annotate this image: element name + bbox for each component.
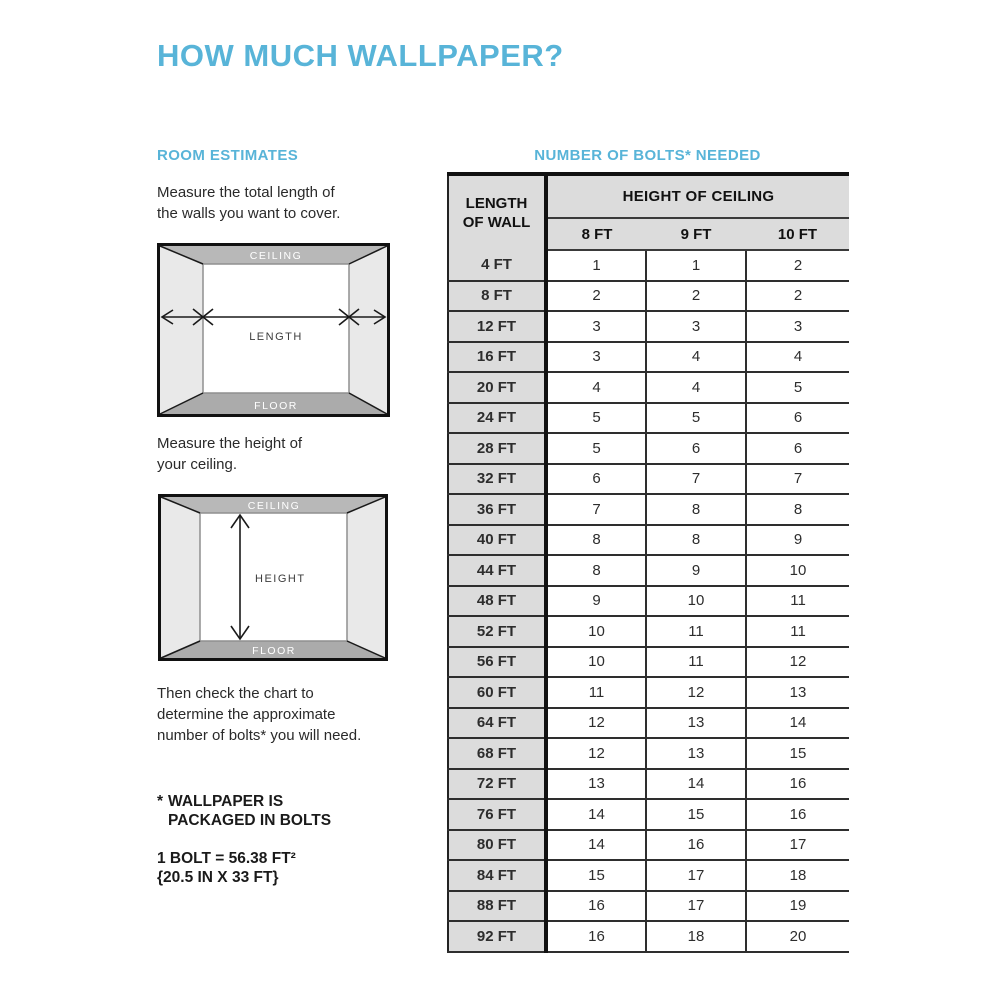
table-row — [448, 464, 849, 495]
bolt-count-cell: 17 — [646, 891, 746, 922]
table-row — [448, 433, 849, 464]
table-row — [448, 494, 849, 525]
bolt-count-cell: 12 — [646, 677, 746, 708]
bolt-count-cell: 9 — [546, 586, 646, 617]
table-row — [448, 342, 849, 373]
room-estimates-heading: ROOM ESTIMATES — [157, 147, 299, 164]
height-of-ceiling-header: HEIGHT OF CEILING — [546, 174, 849, 218]
bolt-count-cell: 12 — [746, 647, 849, 678]
bolts-needed-heading: NUMBER OF BOLTS* NEEDED — [534, 147, 761, 164]
bolt-count-cell: 11 — [746, 586, 849, 617]
text-line: the walls you want to cover. — [157, 205, 341, 222]
bolt-count-cell: 16 — [546, 921, 646, 952]
bolt-count-cell: 6 — [546, 464, 646, 495]
wall-length-cell: 32 FT — [448, 464, 546, 495]
bolt-count-cell: 14 — [546, 830, 646, 861]
bolt-count-cell: 5 — [746, 372, 849, 403]
table-row — [448, 555, 849, 586]
bolt-count-cell: 15 — [546, 860, 646, 891]
bolt-count-cell: 14 — [646, 769, 746, 800]
text-line: Measure the total length of — [157, 184, 335, 201]
wall-length-cell: 92 FT — [448, 921, 546, 952]
bolt-count-cell: 3 — [746, 311, 849, 342]
bolt-count-cell: 16 — [746, 769, 849, 800]
table-row — [448, 311, 849, 342]
text-line: number of bolts* you will need. — [157, 727, 362, 744]
bolt-count-cell: 11 — [546, 677, 646, 708]
wall-length-cell: 12 FT — [448, 311, 546, 342]
bolt-count-cell: 13 — [746, 677, 849, 708]
bolt-count-cell: 11 — [646, 647, 746, 678]
left-wall — [161, 497, 200, 658]
bolt-count-cell: 8 — [546, 555, 646, 586]
wall-length-cell: 80 FT — [448, 830, 546, 861]
bolt-count-cell: 14 — [746, 708, 849, 739]
floor-label: FLOOR — [254, 400, 298, 412]
table-row — [448, 860, 849, 891]
bolt-count-cell: 2 — [746, 281, 849, 312]
table-row — [448, 250, 849, 281]
table-row — [448, 891, 849, 922]
table-row — [448, 769, 849, 800]
height-diagram — [158, 494, 388, 661]
page-title: HOW MUCH WALLPAPER? — [157, 38, 564, 73]
step-check-chart — [157, 683, 361, 746]
text-line: PACKAGED IN BOLTS — [168, 812, 332, 829]
right-wall — [347, 497, 385, 658]
bolt-count-cell: 4 — [746, 342, 849, 373]
bolt-count-cell: 11 — [746, 616, 849, 647]
bolt-count-cell: 19 — [746, 891, 849, 922]
text-line: Measure the height of — [157, 435, 303, 452]
bolt-count-cell: 2 — [646, 281, 746, 312]
bolt-count-cell: 8 — [546, 525, 646, 556]
bolt-count-cell: 2 — [746, 250, 849, 281]
bolt-count-cell: 7 — [546, 494, 646, 525]
bolt-count-cell: 5 — [646, 403, 746, 434]
bolt-count-cell: 17 — [746, 830, 849, 861]
step-measure-height — [157, 433, 302, 475]
ceiling-label: CEILING — [247, 500, 301, 512]
bolt-count-cell: 9 — [646, 555, 746, 586]
bolt-count-cell: 9 — [746, 525, 849, 556]
bolt-count-cell: 12 — [546, 738, 646, 769]
wall-length-cell: 8 FT — [448, 281, 546, 312]
wall-length-cell: 20 FT — [448, 372, 546, 403]
bolt-count-cell: 10 — [546, 616, 646, 647]
bolt-count-cell: 6 — [746, 433, 849, 464]
table-row — [448, 738, 849, 769]
floor-label: FLOOR — [252, 645, 296, 657]
bolt-count-cell: 17 — [646, 860, 746, 891]
table-row — [448, 921, 849, 952]
text-line: LENGTH — [465, 195, 528, 212]
bolt-count-cell: 10 — [646, 586, 746, 617]
table-row — [448, 586, 849, 617]
wall-length-cell: 40 FT — [448, 525, 546, 556]
bolt-count-cell: 6 — [746, 403, 849, 434]
table-row — [448, 647, 849, 678]
bolt-count-cell: 4 — [646, 372, 746, 403]
table-row — [448, 372, 849, 403]
footnote-lines — [168, 792, 331, 830]
text-line: 1 BOLT = 56.38 FT² — [157, 850, 296, 867]
bolt-count-cell: 8 — [646, 494, 746, 525]
bolt-count-cell: 15 — [646, 799, 746, 830]
col-header-10ft: 10 FT — [746, 218, 849, 250]
step-measure-length — [157, 182, 340, 224]
wall-length-cell: 16 FT — [448, 342, 546, 373]
text-line: Then check the chart to — [157, 685, 314, 702]
bolt-count-cell: 18 — [746, 860, 849, 891]
bolts-footnote — [157, 792, 331, 830]
wall-length-cell: 36 FT — [448, 494, 546, 525]
wall-length-cell: 68 FT — [448, 738, 546, 769]
bolt-count-cell: 4 — [646, 342, 746, 373]
table-row — [448, 677, 849, 708]
bolt-count-cell: 16 — [546, 891, 646, 922]
text-line: OF WALL — [462, 214, 531, 231]
bolt-count-cell: 1 — [646, 250, 746, 281]
text-line: WALLPAPER IS — [168, 793, 284, 810]
length-label: LENGTH — [249, 331, 303, 343]
wall-length-cell: 60 FT — [448, 677, 546, 708]
wall-length-cell: 72 FT — [448, 769, 546, 800]
bolt-count-cell: 14 — [546, 799, 646, 830]
table-row — [448, 708, 849, 739]
back-wall — [203, 264, 349, 393]
ceiling-label: CEILING — [249, 250, 303, 262]
asterisk-marker: * — [157, 793, 164, 810]
table-row — [448, 403, 849, 434]
bolt-count-cell: 3 — [646, 311, 746, 342]
bolt-count-cell: 13 — [546, 769, 646, 800]
text-line: {20.5 IN X 33 FT} — [157, 869, 279, 886]
table-header-row — [448, 174, 849, 218]
right-wall — [349, 246, 387, 414]
length-of-wall-header — [448, 174, 546, 250]
text-line: determine the approximate — [157, 706, 336, 723]
bolt-count-cell: 3 — [546, 342, 646, 373]
length-diagram — [157, 243, 390, 417]
bolt-count-cell: 5 — [546, 403, 646, 434]
bolt-count-cell: 12 — [546, 708, 646, 739]
bolt-count-cell: 1 — [546, 250, 646, 281]
col-header-9ft: 9 FT — [646, 218, 746, 250]
bolt-count-cell: 2 — [546, 281, 646, 312]
wall-length-cell: 52 FT — [448, 616, 546, 647]
wall-length-cell: 76 FT — [448, 799, 546, 830]
bolt-count-cell: 10 — [546, 647, 646, 678]
bolt-count-cell: 6 — [646, 433, 746, 464]
bolt-count-cell: 15 — [746, 738, 849, 769]
bolt-count-cell: 8 — [746, 494, 849, 525]
table-row — [448, 281, 849, 312]
bolt-count-cell: 3 — [546, 311, 646, 342]
bolt-count-cell: 7 — [746, 464, 849, 495]
wall-length-cell: 84 FT — [448, 860, 546, 891]
bolt-count-cell: 13 — [646, 738, 746, 769]
bolt-count-cell: 20 — [746, 921, 849, 952]
bolts-table — [447, 172, 849, 953]
text-line: your ceiling. — [157, 456, 238, 473]
table-row — [448, 799, 849, 830]
wall-length-cell: 44 FT — [448, 555, 546, 586]
bolt-count-cell: 5 — [546, 433, 646, 464]
wall-length-cell: 64 FT — [448, 708, 546, 739]
bolt-count-cell: 16 — [746, 799, 849, 830]
bolt-count-cell: 18 — [646, 921, 746, 952]
bolt-size-info — [157, 849, 296, 887]
wall-length-cell: 48 FT — [448, 586, 546, 617]
bolt-count-cell: 8 — [646, 525, 746, 556]
wall-length-cell: 4 FT — [448, 250, 546, 281]
bolt-count-cell: 4 — [546, 372, 646, 403]
bolt-count-cell: 10 — [746, 555, 849, 586]
wall-length-cell: 28 FT — [448, 433, 546, 464]
wall-length-cell: 88 FT — [448, 891, 546, 922]
bolt-count-cell: 13 — [646, 708, 746, 739]
wall-length-cell: 24 FT — [448, 403, 546, 434]
table-row — [448, 830, 849, 861]
table-row — [448, 616, 849, 647]
wall-length-cell: 56 FT — [448, 647, 546, 678]
bolt-count-cell: 16 — [646, 830, 746, 861]
left-wall — [160, 246, 203, 414]
table-row — [448, 525, 849, 556]
bolt-count-cell: 7 — [646, 464, 746, 495]
bolt-count-cell: 11 — [646, 616, 746, 647]
height-label: HEIGHT — [255, 573, 306, 585]
col-header-8ft: 8 FT — [546, 218, 646, 250]
